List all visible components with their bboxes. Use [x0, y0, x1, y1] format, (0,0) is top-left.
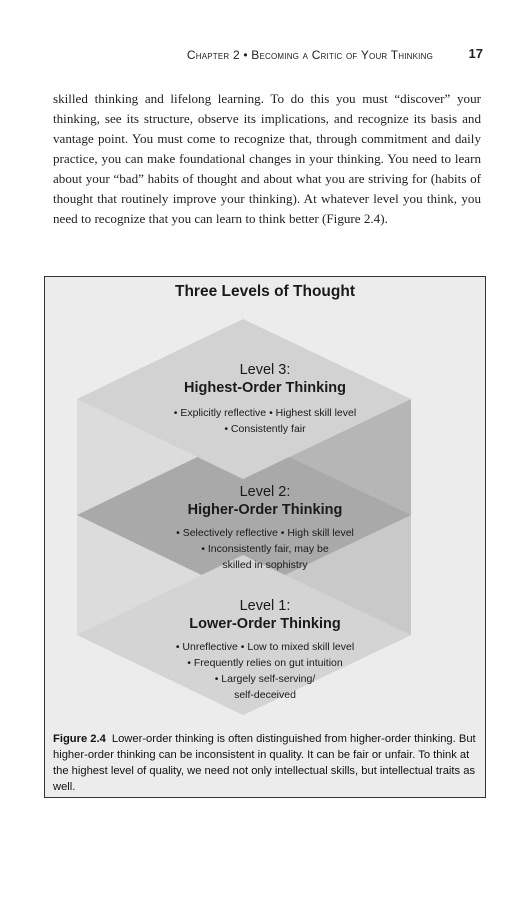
level-2-bullets-1: • Selectively reflective • High skill level: [176, 527, 354, 539]
level-1-bullets-1: • Unreflective • Low to mixed skill level: [175, 641, 355, 653]
figure-label: Figure 2.4: [53, 733, 106, 745]
level-1-bullets-3: • Largely self-serving/: [214, 673, 316, 685]
caption-text: Lower-order thinking is often distinguished from higher-order thinking. But higher-order thinking can be inconsistent in quality. It can be fair or unfair. To think at the highest level of quality, we need not only intellectual skills, but intellectual traits as well.: [53, 733, 476, 793]
figure-title: Three Levels of Thought: [175, 283, 355, 300]
body-paragraph: skilled thinking and lifelong learning. To do this you must “discover” your thinking, see its structure, observe its implications, and recognize its basis and vantage point. You must come to recognize that, through commitment and daily practice, you can make foundational changes in your thinking. You need to learn about your “bad” habits of thought and about what you are striving for (habits of thought that routinely improve your thinking). At whatever level you think, you need to recognize that you can learn to think better (Figure 2.4).: [53, 91, 481, 226]
level-1-label: [45, 597, 485, 703]
level-1-number: Level 1:: [239, 598, 291, 614]
level-3-number: Level 3:: [239, 362, 291, 378]
chapter-title: Chapter 2 • Becoming a Critic of Your Thinking: [186, 48, 433, 62]
level-2-bullets-3: skilled in sophistry: [222, 559, 308, 571]
level-3-bullets-1: • Explicitly reflective • Highest skill level: [173, 407, 357, 419]
level-2-name: Higher-Order Thinking: [187, 502, 343, 518]
running-header: [0, 46, 531, 64]
level-1-bullets-4: self-deceived: [234, 689, 296, 701]
level-3-bullets-2: • Consistently fair: [224, 423, 306, 435]
level-2-bullets-2: • Inconsistently fair, may be: [201, 543, 329, 555]
page-number: 17: [468, 46, 483, 61]
level-3-name: Highest-Order Thinking: [184, 380, 346, 396]
level-2-label: [45, 483, 485, 573]
level-1-bullets-2: • Frequently relies on gut intuition: [187, 657, 343, 669]
level-3-label: [45, 361, 485, 437]
figure-2-4: [44, 276, 486, 798]
level-1-name: Lower-Order Thinking: [189, 616, 341, 632]
level-2-number: Level 2:: [239, 484, 291, 500]
figure-caption: [53, 731, 477, 795]
